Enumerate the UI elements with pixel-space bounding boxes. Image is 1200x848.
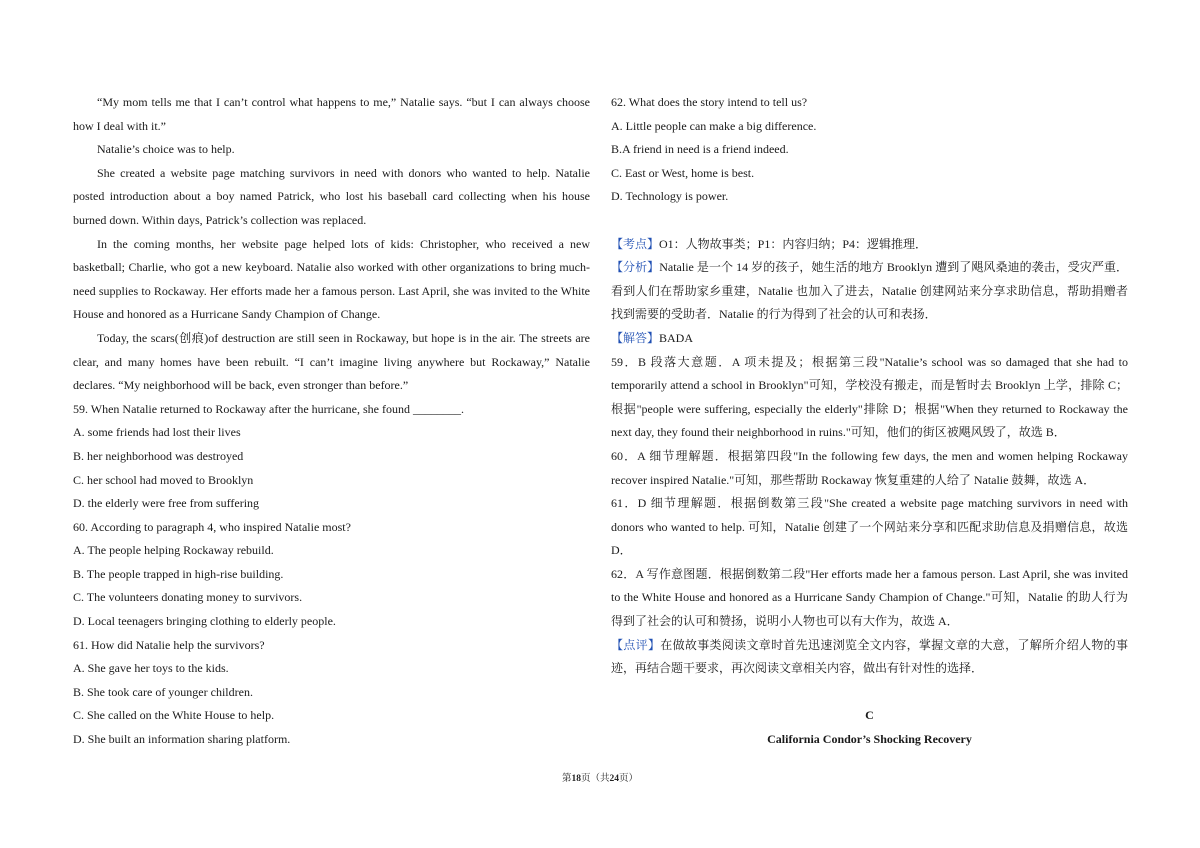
jieda-tag: 【解答】	[611, 330, 660, 345]
dianping-tag: 【点评】	[611, 637, 661, 652]
spacer	[611, 681, 1128, 705]
footer-page-number: 18	[571, 774, 581, 784]
section-letter: C	[865, 708, 874, 723]
question-61-option-c: C. She called on the White House to help.	[73, 708, 275, 723]
kaodian-line	[611, 233, 1128, 257]
explanation-62: 62．A 写作意图题．根据倒数第二段"Her efforts made her a famous person. Last April, she was invited to the White House and honored as a Hurricane Sandy Champion of Change."可知，Natalie 的助人行为得到了社会的认可和赞扬，说明小人物也可以有大作为，故选 A．	[611, 566, 1128, 629]
dianping-paragraph	[611, 634, 1128, 681]
explanation-59: 59．B 段落大意题．A 项未提及；根据第三段"Natalie’s school was so damaged that she had to temporarily attend a school in Brooklyn"可知，学校没有搬走，而是暂时去 Brooklyn 上学，排除 C；根据"people were suffering, especially the elderly"排除 D；根据"When they returned to Rockaway the next day, they found their neighborhood in ruins."可知，他们的街区被飓风毁了，故选 B．	[611, 354, 1128, 440]
question-61-option-a: A. She gave her toys to the kids.	[73, 661, 229, 676]
question-59-stem: 59. When Natalie returned to Rockaway after the hurricane, she found	[73, 401, 410, 416]
question-60-option-a: A. The people helping Rockaway rebuild.	[73, 543, 274, 558]
footer-prefix: 第	[561, 774, 572, 784]
right-column	[611, 91, 1128, 752]
page-footer	[0, 770, 1200, 784]
explanation-61: 61．D 细节理解题．根据倒数第三段"She created a website page matching survivors in need with donors who wanted to help. 可知，Natalie 创建了一个网站来分享和匹配求助信息及捐赠信息，故选 D．	[611, 496, 1128, 558]
fenxi-paragraph	[611, 256, 1128, 327]
question-62-option-d: D. Technology is power.	[611, 189, 729, 204]
question-59	[73, 398, 590, 422]
jieda-answers: BADA	[659, 330, 694, 345]
question-59-option-c: C. her school had moved to Brooklyn	[73, 472, 254, 487]
question-61-option-d: D. She built an information sharing platform.	[73, 732, 291, 747]
fenxi-text: Natalie 是一个 14 岁的孩子，她生活的地方 Brooklyn 遭到了飓风桑迪的袭击，受灾严重．看到人们在帮助家乡重建，Natalie 也加入了进去，Natalie 创建网站来分享求助信息，帮助捐赠者找到需要的受助者．Natalie 的行为得到了社会的认可和表扬．	[611, 260, 1128, 322]
question-59-option-b: B. her neighborhood was destroyed	[73, 448, 244, 463]
footer-total-pages: 24	[609, 774, 619, 784]
question-61-option-b: B. She took care of younger children.	[73, 684, 253, 699]
answer-blank: ________.	[412, 401, 464, 416]
question-59-option-a: A. some friends had lost their lives	[73, 425, 241, 440]
question-60-option-d: D. Local teenagers bringing clothing to elderly people.	[73, 614, 336, 629]
dianping-text: 在做故事类阅读文章时首先迅速浏览全文内容，掌握文章的大意，了解所介绍人物的事迹，再结合题干要求，再次阅读文章相关内容，做出有针对性的选择．	[611, 637, 1128, 676]
question-62-option-a: A. Little people can make a big difference.	[611, 118, 817, 133]
passage-paragraph: In the coming months, her website page helped lots of kids: Christopher, who received a new basketball; Charlie, who got a new keyboard. Natalie also worked with other organizations to bring much-need supplies to Rockaway. Her efforts made her a famous person. Last April, she was invited to the White House and honored as a Hurricane Sandy Champion of Change.	[73, 236, 590, 322]
question-60-option-c: C. The volunteers donating money to survivors.	[73, 590, 303, 605]
section-title: California Condor’s Shocking Recovery	[767, 732, 972, 747]
question-62-stem: 62. What does the story intend to tell us?	[611, 95, 808, 109]
passage-paragraph: Natalie’s choice was to help.	[97, 142, 235, 157]
kaodian-tag: 【考点】	[611, 236, 660, 251]
kaodian-text: O1：人物故事类；P1：内容归纳；P4：逻辑推理．	[659, 236, 928, 251]
passage-paragraph: Today, the scars(创痕)of destruction are still seen in Rockaway, but hope is in the air. The streets are clear, and many homes have been rebuilt. “I can’t imagine living anywhere but Rockaway,” Natalie declares. “My neighborhood will be back, even stronger than before.”	[73, 330, 590, 393]
passage-paragraph: “My mom tells me that I can’t control what happens to me,” Natalie says. “but I can always choose how I deal with it.”	[73, 95, 590, 133]
question-62-option-c: C. East or West, home is best.	[611, 165, 755, 180]
passage-paragraph: She created a website page matching survivors in need with donors who wanted to help. Natalie posted introduction about a boy named Patrick, who lost his baseball card collecting when his house burned down. Within days, Patrick’s collection was replaced.	[73, 165, 590, 227]
explanation-60: 60．A 细节理解题．根据第四段"In the following few days, the men and women helping Rockaway recover inspired Natalie."可知，那些帮助 Rockaway 恢复重建的人给了 Natalie 鼓舞，故选 A．	[611, 448, 1128, 487]
footer-middle: 页（共	[580, 774, 610, 784]
question-59-option-d: D. the elderly were free from suffering	[73, 496, 260, 511]
footer-suffix: 页）	[619, 774, 639, 784]
question-61-stem: 61. How did Natalie help the survivors?	[73, 637, 265, 652]
question-60-option-b: B. The people trapped in high-rise building.	[73, 566, 284, 581]
jieda-line	[611, 327, 1128, 351]
fenxi-tag: 【分析】	[611, 260, 660, 275]
left-column	[73, 91, 590, 752]
question-62-option-b: B.A friend in need is a friend indeed.	[611, 142, 789, 157]
spacer	[611, 209, 1128, 233]
question-60-stem: 60. According to paragraph 4, who inspired Natalie most?	[73, 519, 351, 534]
